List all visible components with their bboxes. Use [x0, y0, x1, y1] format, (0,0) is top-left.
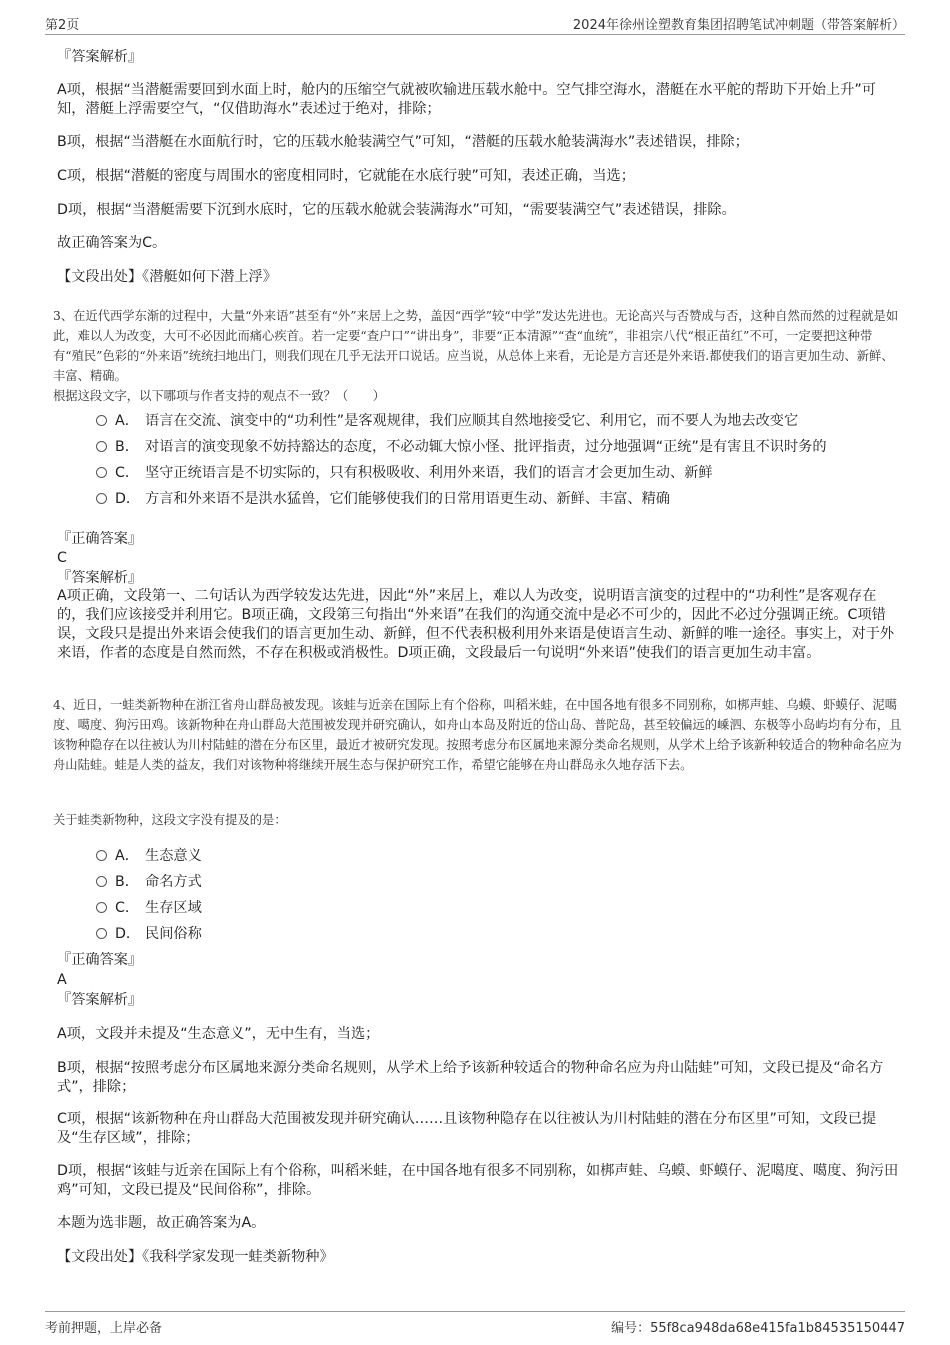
q4-analysis-a: A项，文段并未提及“生态意义”，无中生有，当选； — [57, 1026, 380, 1042]
q3-option-b[interactable]: B． 对语言的演变现象不妨持豁达的态度，不必动辄大惊小怪、批评指责，过分地强调“正统”是有害且不识时务的 — [96, 437, 930, 457]
footer-slogan: 考前押题，上岸必备 — [45, 1321, 163, 1336]
page-header — [45, 12, 905, 35]
q2-analysis-b: B项，根据“当潜艇在水面航行时，它的压载水舱装满空气”可知，“潜艇的压载水舱装满海水”表述错误，排除； — [57, 134, 749, 150]
radio-icon[interactable] — [96, 441, 107, 452]
radio-icon[interactable] — [96, 876, 107, 887]
q4-option-d[interactable]: D． 民间俗称 — [96, 924, 910, 944]
q4-conclusion: 本题为选非题，故正确答案为A。 — [57, 1215, 266, 1231]
q4-analysis-label: 『答案解析』 — [57, 992, 143, 1008]
q2-analysis-d: D项，根据“当潜艇需要下沉到水底时，它的压载水舱就会装满海水”可知，“需要装满空气”表述错误，排除。 — [57, 202, 736, 218]
q4-option-c[interactable]: C． 生存区域 — [96, 898, 910, 918]
document-code: 编号：55f8ca948da68e415fa1b84535150447 — [611, 1321, 905, 1336]
q2-analysis-label: 『答案解析』 — [57, 49, 143, 65]
radio-icon[interactable] — [96, 467, 107, 478]
q3-option-a[interactable]: A． 语言在交流、演变中的“功利性”是客观规律，我们应顺其自然地接受它、利用它，而不要人为地去改变它 — [96, 411, 930, 431]
q4-option-a[interactable]: A． 生态意义 — [96, 846, 910, 866]
radio-icon[interactable] — [96, 493, 107, 504]
q4-option-b[interactable]: B． 命名方式 — [96, 872, 910, 892]
q3-analysis-label: 『答案解析』 — [57, 570, 143, 586]
q4-analysis-c: C项，根据“该新物种在舟山群岛大范围被发现并研究确认……且该物种隐存在以往被认为川村陆蛙的潜在分布区里”可知，文段已提及“生存区域”，排除； — [57, 1111, 877, 1146]
q3-question: 根据这段文字，以下哪项与作者支持的观点不一致？（ ） — [53, 389, 386, 403]
q4-answer-label: 『正确答案』 — [57, 952, 143, 968]
q2-analysis-c: C项，根据“潜艇的密度与周围水的密度相同时，它就能在水底行驶”可知，表述正确，当选； — [57, 168, 635, 184]
q4-passage: 4、近日，一蛙类新物种在浙江省舟山群岛被发现。该蛙与近亲在国际上有个俗称，叫稻米蛙，在中国各地有很多不同别称，如梆声蛙、乌蟆、虾蟆仔、泥噶度、噶度、狗污田鸡。该新物种在舟山群岛大范围被发现并研究确认，如舟山本岛及附近的岱山岛、普陀岛，甚至较偏远的嵊泗、东极等小岛屿均有分布，且该物种隐存在以往被认为川村陆蛙的潜在分布区里，最近才被研究发现。按照考虑分布区属地来源分类命名规则，从学术上给予该新种较适合的物种命名应为舟山陆蛙。蛙是人类的益友，我们对该物种将继续开展生态与保护研究工作，希望它能够在舟山群岛永久地存活下去。 — [53, 698, 902, 772]
q3-answer-label: 『正确答案』 — [57, 531, 143, 547]
q4-answer: A — [57, 972, 67, 988]
q4-source: 【文段出处】《我科学家发现一蛙类新物种》 — [57, 1249, 334, 1265]
page-number: 第2页 — [45, 18, 80, 33]
radio-icon[interactable] — [96, 902, 107, 913]
q4-analysis-b: B项，根据“按照考虑分布区属地来源分类命名规则，从学术上给予该新种较适合的物种命名应为舟山陆蛙”可知，文段已提及“命名方式”，排除； — [57, 1060, 884, 1095]
radio-icon[interactable] — [96, 415, 107, 426]
page-footer — [45, 1311, 905, 1340]
q4-question: 关于蛙类新物种，这段文字没有提及的是： — [53, 813, 287, 827]
q4-analysis-d: D项，根据“该蛙与近亲在国际上有个俗称，叫稻米蛙，在中国各地有很多不同别称，如梆声蛙、乌蟆、虾蟆仔、泥噶度、噶度、狗污田鸡”可知，文段已提及“民间俗称”，排除。 — [57, 1163, 899, 1198]
q3-passage: 3、在近代西学东渐的过程中，大量“外来语”甚至有“外”来居上之势，盖因“西学”较“中学”发达先进也。无论高兴与否赞成与否，这种自然而然的过程就是如此，难以人为改变，大可不必因此而痛心疾首。若一定要“查户口”“讲出身”，非要“正本清源”“查“血统”，非祖宗八代“根正苗红”不可，一定要把这种带有“殖民”色彩的“外来语”统统扫地出门，则我们现在几乎无法开口说话。应当说，从总体上来看，无论是方言还是外来语.都使我们的语言更加生动、新鲜、丰富、精确。 — [53, 309, 899, 383]
q3-option-c[interactable]: C． 坚守正统语言是不切实际的，只有积极吸收、利用外来语，我们的语言才会更加生动、新鲜 — [96, 463, 930, 483]
q2-source: 【文段出处】《潜艇如何下潜上浮》 — [57, 269, 277, 285]
q2-analysis-a: A项，根据“当潜艇需要回到水面上时，舱内的压缩空气就被吹输进压载水舱中。空气排空海水，潜艇在水平舵的帮助下开始上升”可知，潜艇上浮需要空气，“仅借助海水”表述过于绝对，排除； — [57, 82, 876, 117]
radio-icon[interactable] — [96, 850, 107, 861]
q2-conclusion: 故正确答案为C。 — [57, 235, 167, 251]
q3-answer: C — [57, 550, 67, 566]
q3-analysis: A项正确，文段第一、二句话认为西学较发达先进，因此“外”来居上，难以人为改变，说明语言演变的过程中的“功利性”是客观存在的，我们应该接受并利用它。B项正确，文段第三句指出“外来语”在我们的沟通交流中是必不可少的，因此不必过分强调正统。C项错误，文段只是提出外来语会使我们的语言更加生动、新鲜，但不代表积极利用外来语是使语言生动、新鲜的唯一途径。事实上，对于外来语，作者的态度是自然而然，不存在积极或消极性。D项正确，文段最后一句说明“外来语”使我们的语言更加生动丰富。 — [57, 588, 895, 661]
radio-icon[interactable] — [96, 928, 107, 939]
q3-option-d[interactable]: D． 方言和外来语不是洪水猛兽，它们能够使我们的日常用语更生动、新鲜、丰富、精确 — [96, 489, 930, 509]
document-title: 2024年徐州诠塑教育集团招聘笔试冲刺题（带答案解析） — [572, 18, 905, 33]
